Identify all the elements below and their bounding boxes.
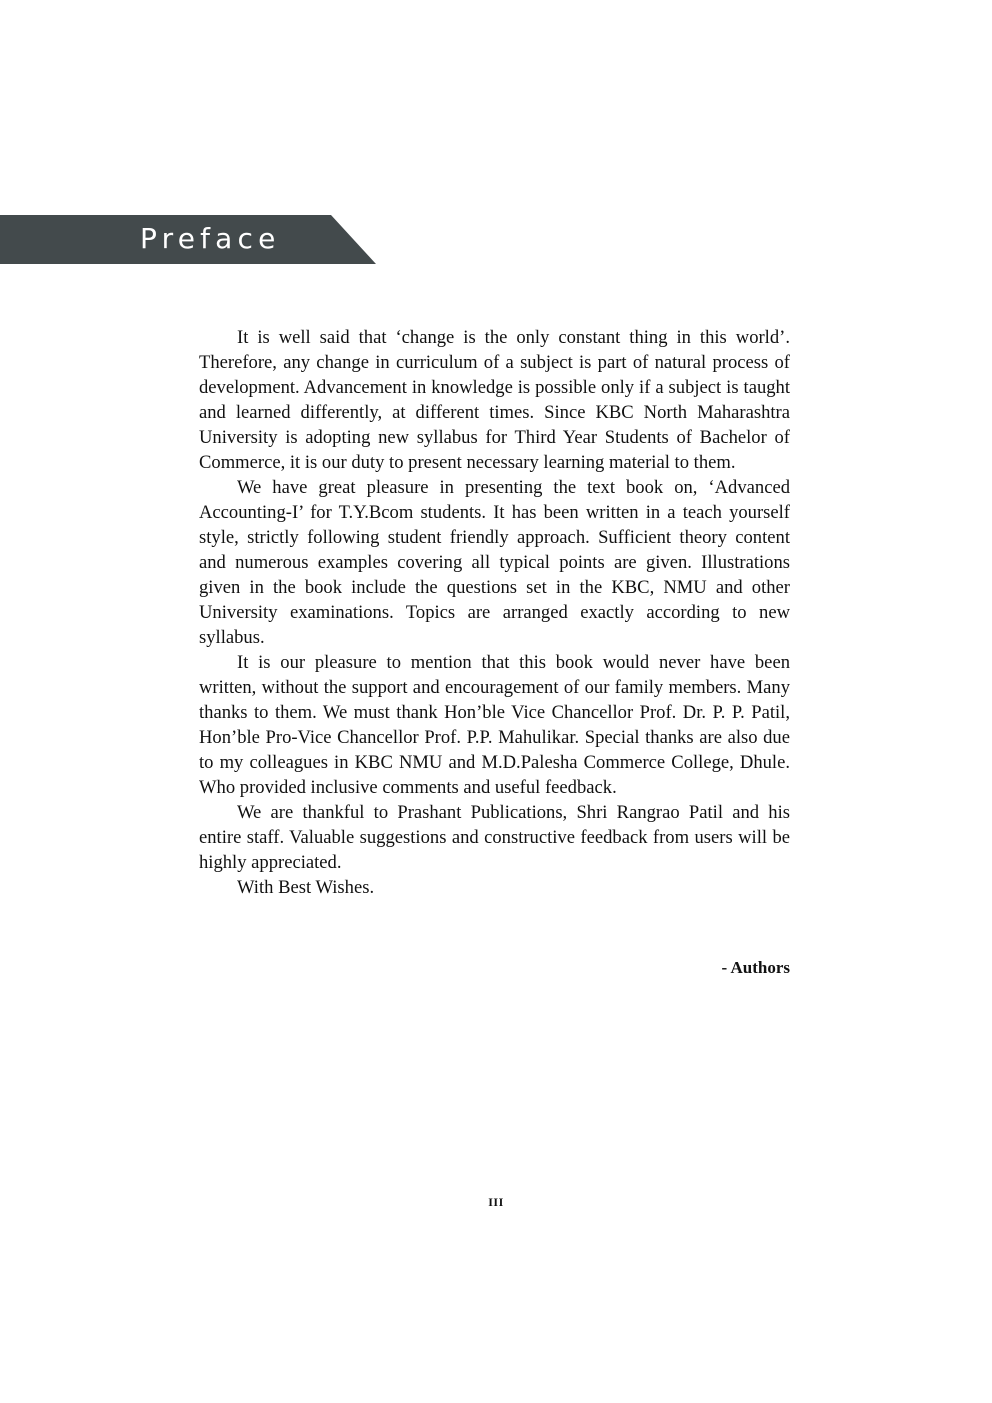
page-title: Preface <box>140 222 281 255</box>
paragraph-1: It is well said that ‘change is the only constant thing in this world’. Therefore, any change in curriculum of a subject is part of natural process of development. Advancement in knowledge is possible only if a subject is taught and learned differently, at different times. Since KBC North Maharashtra University is adopting new syllabus for Third Year Students of Bachelor of Commerce, it is our duty to present necessary learning material to them. <box>199 327 790 473</box>
preface-banner <box>0 215 376 264</box>
paragraph-3: It is our pleasure to mention that this book would never have been written, without the support and encouragement of our family members. Many thanks to them. We must thank Hon’ble Vice Chancellor Prof. Dr. P. P. Patil, Hon’ble Pro-Vice Chancellor Prof. P.P. Mahulikar. Special thanks are also due to my colleagues in KBC NMU and M.D.Palesha Commerce College, Dhule. Who provided inclusive comments and useful feedback. <box>199 652 790 798</box>
paragraph-5: With Best Wishes. <box>237 877 375 898</box>
paragraph-4: We are thankful to Prashant Publications, Shri Rangrao Patil and his entire staff. Valuable suggestions and constructive feedback from users will be highly appreciated. <box>199 802 790 873</box>
signature: - Authors <box>721 958 790 977</box>
preface-body <box>199 325 790 900</box>
paragraph-2: We have great pleasure in presenting the text book on, ‘Advanced Accounting-I’ for T.Y.Bcom students. It has been written in a teach yourself style, strictly following student friendly approach. Sufficient theory content and numerous examples covering all typical points are given. Illustrations given in the book include the questions set in the KBC, NMU and other University examinations. Topics are arranged exactly according to new syllabus. <box>199 477 790 648</box>
page-number: III <box>488 1195 504 1209</box>
